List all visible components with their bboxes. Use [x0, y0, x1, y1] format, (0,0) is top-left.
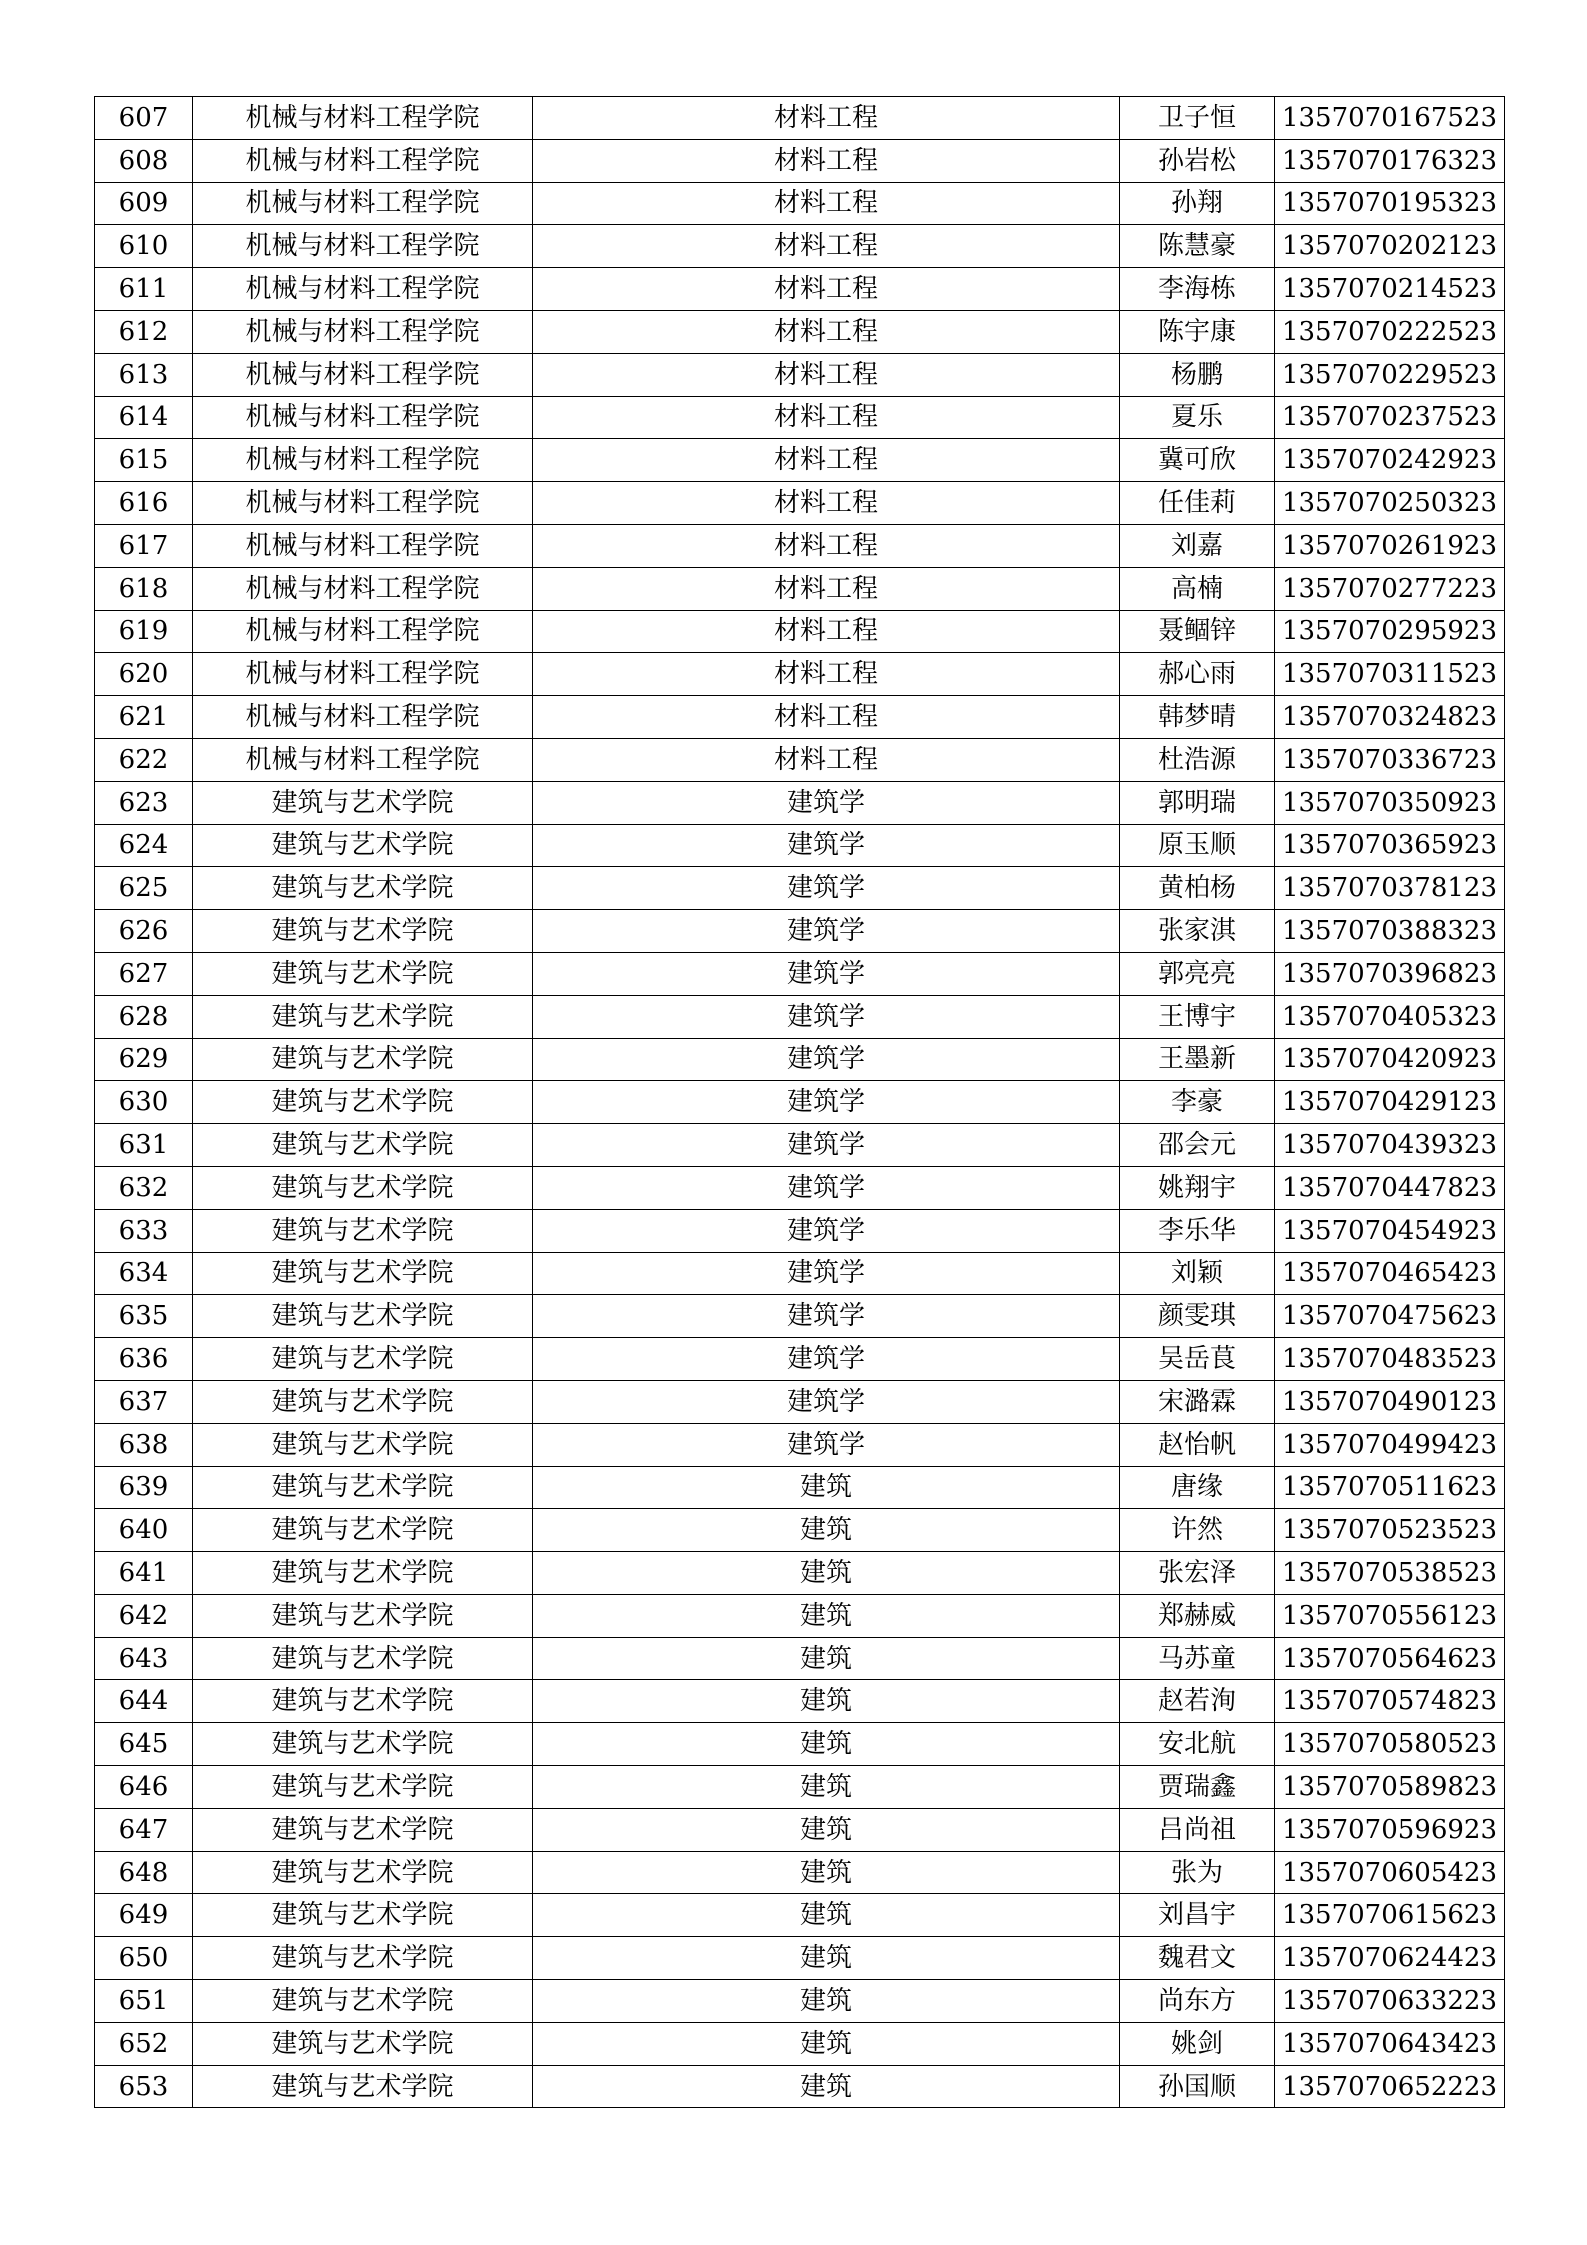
college-cell: 建筑与艺术学院 — [193, 1209, 533, 1252]
exam-id-cell: 1357070439323 — [1275, 1124, 1505, 1167]
student-name-cell: 王墨新 — [1120, 1038, 1275, 1081]
student-name-cell: 姚翔宇 — [1120, 1166, 1275, 1209]
college-cell: 建筑与艺术学院 — [193, 867, 533, 910]
college-cell: 建筑与艺术学院 — [193, 1380, 533, 1423]
row-number-cell: 625 — [95, 867, 193, 910]
table-row — [95, 824, 1505, 867]
exam-id-cell: 1357070490123 — [1275, 1380, 1505, 1423]
student-name-cell: 杜浩源 — [1120, 738, 1275, 781]
major-cell: 材料工程 — [533, 610, 1120, 653]
student-name-cell: 卫子恒 — [1120, 97, 1275, 140]
college-cell: 建筑与艺术学院 — [193, 1466, 533, 1509]
student-name-cell: 张宏泽 — [1120, 1552, 1275, 1595]
student-name-cell: 赵若洵 — [1120, 1680, 1275, 1723]
college-cell: 机械与材料工程学院 — [193, 225, 533, 268]
exam-id-cell: 1357070405323 — [1275, 995, 1505, 1038]
college-cell: 机械与材料工程学院 — [193, 182, 533, 225]
student-name-cell: 韩梦晴 — [1120, 696, 1275, 739]
student-name-cell: 孙国顺 — [1120, 2065, 1275, 2108]
row-number-cell: 651 — [95, 1980, 193, 2023]
college-cell: 建筑与艺术学院 — [193, 1124, 533, 1167]
student-name-cell: 邵会元 — [1120, 1124, 1275, 1167]
student-name-cell: 刘颖 — [1120, 1252, 1275, 1295]
college-cell: 建筑与艺术学院 — [193, 1423, 533, 1466]
row-number-cell: 613 — [95, 353, 193, 396]
row-number-cell: 630 — [95, 1081, 193, 1124]
exam-id-cell: 1357070499423 — [1275, 1423, 1505, 1466]
row-number-cell: 635 — [95, 1295, 193, 1338]
major-cell: 材料工程 — [533, 310, 1120, 353]
major-cell: 建筑 — [533, 1680, 1120, 1723]
student-name-cell: 任佳莉 — [1120, 482, 1275, 525]
college-cell: 建筑与艺术学院 — [193, 1594, 533, 1637]
table-row — [95, 1937, 1505, 1980]
college-cell: 建筑与艺术学院 — [193, 1808, 533, 1851]
college-cell: 建筑与艺术学院 — [193, 1338, 533, 1381]
college-cell: 机械与材料工程学院 — [193, 610, 533, 653]
major-cell: 建筑学 — [533, 952, 1120, 995]
table-row — [95, 1509, 1505, 1552]
exam-id-cell: 1357070242923 — [1275, 439, 1505, 482]
college-cell: 建筑与艺术学院 — [193, 1081, 533, 1124]
college-cell: 建筑与艺术学院 — [193, 2065, 533, 2108]
exam-id-cell: 1357070214523 — [1275, 268, 1505, 311]
college-cell: 机械与材料工程学院 — [193, 97, 533, 140]
exam-id-cell: 1357070589823 — [1275, 1766, 1505, 1809]
row-number-cell: 631 — [95, 1124, 193, 1167]
table-row — [95, 524, 1505, 567]
major-cell: 材料工程 — [533, 696, 1120, 739]
exam-id-cell: 1357070167523 — [1275, 97, 1505, 140]
exam-id-cell: 1357070596923 — [1275, 1808, 1505, 1851]
major-cell: 建筑 — [533, 1766, 1120, 1809]
row-number-cell: 629 — [95, 1038, 193, 1081]
major-cell: 材料工程 — [533, 482, 1120, 525]
exam-id-cell: 1357070222523 — [1275, 310, 1505, 353]
student-name-cell: 刘嘉 — [1120, 524, 1275, 567]
table-row — [95, 610, 1505, 653]
row-number-cell: 648 — [95, 1851, 193, 1894]
student-name-cell: 高楠 — [1120, 567, 1275, 610]
student-name-cell: 李海栋 — [1120, 268, 1275, 311]
exam-id-cell: 1357070624423 — [1275, 1937, 1505, 1980]
row-number-cell: 610 — [95, 225, 193, 268]
major-cell: 建筑 — [533, 2065, 1120, 2108]
student-name-cell: 郭明瑞 — [1120, 781, 1275, 824]
row-number-cell: 615 — [95, 439, 193, 482]
college-cell: 机械与材料工程学院 — [193, 696, 533, 739]
major-cell: 材料工程 — [533, 524, 1120, 567]
table-row — [95, 567, 1505, 610]
college-cell: 建筑与艺术学院 — [193, 1552, 533, 1595]
table-row — [95, 995, 1505, 1038]
student-name-cell: 夏乐 — [1120, 396, 1275, 439]
major-cell: 建筑 — [533, 1723, 1120, 1766]
student-name-cell: 孙翔 — [1120, 182, 1275, 225]
roster-table-body — [95, 97, 1505, 2108]
student-name-cell: 郑赫威 — [1120, 1594, 1275, 1637]
table-row — [95, 1637, 1505, 1680]
roster-table — [94, 96, 1505, 2108]
major-cell: 建筑学 — [533, 1380, 1120, 1423]
college-cell: 建筑与艺术学院 — [193, 1166, 533, 1209]
student-name-cell: 尚东方 — [1120, 1980, 1275, 2023]
student-name-cell: 杨鹏 — [1120, 353, 1275, 396]
exam-id-cell: 1357070605423 — [1275, 1851, 1505, 1894]
college-cell: 机械与材料工程学院 — [193, 353, 533, 396]
major-cell: 材料工程 — [533, 97, 1120, 140]
major-cell: 建筑学 — [533, 910, 1120, 953]
major-cell: 材料工程 — [533, 139, 1120, 182]
exam-id-cell: 1357070229523 — [1275, 353, 1505, 396]
row-number-cell: 652 — [95, 2022, 193, 2065]
college-cell: 建筑与艺术学院 — [193, 781, 533, 824]
table-row — [95, 1552, 1505, 1595]
table-row — [95, 1166, 1505, 1209]
exam-id-cell: 1357070295923 — [1275, 610, 1505, 653]
exam-id-cell: 1357070277223 — [1275, 567, 1505, 610]
exam-id-cell: 1357070652223 — [1275, 2065, 1505, 2108]
table-row — [95, 952, 1505, 995]
exam-id-cell: 1357070388323 — [1275, 910, 1505, 953]
student-name-cell: 聂鲴锌 — [1120, 610, 1275, 653]
major-cell: 建筑学 — [533, 1124, 1120, 1167]
exam-id-cell: 1357070574823 — [1275, 1680, 1505, 1723]
exam-id-cell: 1357070538523 — [1275, 1552, 1505, 1595]
major-cell: 建筑 — [533, 1937, 1120, 1980]
exam-id-cell: 1357070475623 — [1275, 1295, 1505, 1338]
major-cell: 材料工程 — [533, 353, 1120, 396]
table-row — [95, 1723, 1505, 1766]
college-cell: 建筑与艺术学院 — [193, 824, 533, 867]
table-row — [95, 867, 1505, 910]
major-cell: 建筑学 — [533, 1338, 1120, 1381]
college-cell: 机械与材料工程学院 — [193, 524, 533, 567]
table-row — [95, 781, 1505, 824]
exam-id-cell: 1357070643423 — [1275, 2022, 1505, 2065]
table-row — [95, 1466, 1505, 1509]
college-cell: 建筑与艺术学院 — [193, 1851, 533, 1894]
exam-id-cell: 1357070465423 — [1275, 1252, 1505, 1295]
student-name-cell: 许然 — [1120, 1509, 1275, 1552]
major-cell: 建筑学 — [533, 1038, 1120, 1081]
exam-id-cell: 1357070396823 — [1275, 952, 1505, 995]
row-number-cell: 619 — [95, 610, 193, 653]
major-cell: 材料工程 — [533, 182, 1120, 225]
major-cell: 建筑 — [533, 1594, 1120, 1637]
major-cell: 建筑学 — [533, 824, 1120, 867]
exam-id-cell: 1357070261923 — [1275, 524, 1505, 567]
student-name-cell: 王博宇 — [1120, 995, 1275, 1038]
exam-id-cell: 1357070615623 — [1275, 1894, 1505, 1937]
major-cell: 建筑学 — [533, 1295, 1120, 1338]
row-number-cell: 628 — [95, 995, 193, 1038]
college-cell: 机械与材料工程学院 — [193, 396, 533, 439]
table-row — [95, 482, 1505, 525]
student-name-cell: 宋潞霖 — [1120, 1380, 1275, 1423]
table-row — [95, 1124, 1505, 1167]
row-number-cell: 644 — [95, 1680, 193, 1723]
table-row — [95, 139, 1505, 182]
major-cell: 材料工程 — [533, 738, 1120, 781]
major-cell: 材料工程 — [533, 225, 1120, 268]
major-cell: 建筑学 — [533, 1252, 1120, 1295]
row-number-cell: 609 — [95, 182, 193, 225]
row-number-cell: 627 — [95, 952, 193, 995]
table-row — [95, 2022, 1505, 2065]
student-name-cell: 李乐华 — [1120, 1209, 1275, 1252]
exam-id-cell: 1357070420923 — [1275, 1038, 1505, 1081]
table-row — [95, 353, 1505, 396]
college-cell: 建筑与艺术学院 — [193, 1894, 533, 1937]
exam-id-cell: 1357070202123 — [1275, 225, 1505, 268]
exam-id-cell: 1357070311523 — [1275, 653, 1505, 696]
exam-id-cell: 1357070580523 — [1275, 1723, 1505, 1766]
college-cell: 建筑与艺术学院 — [193, 2022, 533, 2065]
student-name-cell: 姚剑 — [1120, 2022, 1275, 2065]
student-name-cell: 吕尚祖 — [1120, 1808, 1275, 1851]
row-number-cell: 622 — [95, 738, 193, 781]
row-number-cell: 647 — [95, 1808, 193, 1851]
exam-id-cell: 1357070237523 — [1275, 396, 1505, 439]
row-number-cell: 633 — [95, 1209, 193, 1252]
table-row — [95, 97, 1505, 140]
row-number-cell: 626 — [95, 910, 193, 953]
student-name-cell: 颜雯琪 — [1120, 1295, 1275, 1338]
row-number-cell: 612 — [95, 310, 193, 353]
college-cell: 机械与材料工程学院 — [193, 653, 533, 696]
row-number-cell: 642 — [95, 1594, 193, 1637]
college-cell: 建筑与艺术学院 — [193, 1723, 533, 1766]
row-number-cell: 618 — [95, 567, 193, 610]
row-number-cell: 639 — [95, 1466, 193, 1509]
exam-id-cell: 1357070511623 — [1275, 1466, 1505, 1509]
student-name-cell: 冀可欣 — [1120, 439, 1275, 482]
row-number-cell: 634 — [95, 1252, 193, 1295]
row-number-cell: 649 — [95, 1894, 193, 1937]
major-cell: 建筑学 — [533, 995, 1120, 1038]
major-cell: 建筑 — [533, 1466, 1120, 1509]
row-number-cell: 624 — [95, 824, 193, 867]
college-cell: 建筑与艺术学院 — [193, 952, 533, 995]
row-number-cell: 621 — [95, 696, 193, 739]
student-name-cell: 黄柏杨 — [1120, 867, 1275, 910]
table-row — [95, 310, 1505, 353]
college-cell: 建筑与艺术学院 — [193, 1980, 533, 2023]
exam-id-cell: 1357070447823 — [1275, 1166, 1505, 1209]
student-name-cell: 马苏童 — [1120, 1637, 1275, 1680]
table-row — [95, 1338, 1505, 1381]
college-cell: 机械与材料工程学院 — [193, 439, 533, 482]
exam-id-cell: 1357070176323 — [1275, 139, 1505, 182]
college-cell: 建筑与艺术学院 — [193, 1766, 533, 1809]
row-number-cell: 611 — [95, 268, 193, 311]
exam-id-cell: 1357070324823 — [1275, 696, 1505, 739]
college-cell: 建筑与艺术学院 — [193, 1252, 533, 1295]
table-row — [95, 696, 1505, 739]
major-cell: 材料工程 — [533, 396, 1120, 439]
row-number-cell: 653 — [95, 2065, 193, 2108]
student-name-cell: 贾瑞鑫 — [1120, 1766, 1275, 1809]
major-cell: 建筑 — [533, 1552, 1120, 1595]
major-cell: 建筑学 — [533, 867, 1120, 910]
student-name-cell: 刘昌宇 — [1120, 1894, 1275, 1937]
college-cell: 机械与材料工程学院 — [193, 738, 533, 781]
table-row — [95, 910, 1505, 953]
table-row — [95, 225, 1505, 268]
exam-id-cell: 1357070250323 — [1275, 482, 1505, 525]
major-cell: 建筑 — [533, 1637, 1120, 1680]
exam-id-cell: 1357070195323 — [1275, 182, 1505, 225]
table-row — [95, 1252, 1505, 1295]
student-name-cell: 张家淇 — [1120, 910, 1275, 953]
exam-id-cell: 1357070633223 — [1275, 1980, 1505, 2023]
college-cell: 机械与材料工程学院 — [193, 139, 533, 182]
row-number-cell: 646 — [95, 1766, 193, 1809]
major-cell: 建筑学 — [533, 1081, 1120, 1124]
table-row — [95, 1680, 1505, 1723]
table-row — [95, 1894, 1505, 1937]
college-cell: 机械与材料工程学院 — [193, 482, 533, 525]
student-name-cell: 郭亮亮 — [1120, 952, 1275, 995]
table-row — [95, 1980, 1505, 2023]
college-cell: 建筑与艺术学院 — [193, 1680, 533, 1723]
student-name-cell: 郝心雨 — [1120, 653, 1275, 696]
student-name-cell: 唐缘 — [1120, 1466, 1275, 1509]
row-number-cell: 641 — [95, 1552, 193, 1595]
student-name-cell: 李豪 — [1120, 1081, 1275, 1124]
major-cell: 建筑学 — [533, 781, 1120, 824]
student-name-cell: 吴岳茛 — [1120, 1338, 1275, 1381]
exam-id-cell: 1357070523523 — [1275, 1509, 1505, 1552]
major-cell: 建筑学 — [533, 1166, 1120, 1209]
row-number-cell: 638 — [95, 1423, 193, 1466]
major-cell: 材料工程 — [533, 653, 1120, 696]
exam-id-cell: 1357070556123 — [1275, 1594, 1505, 1637]
table-row — [95, 1423, 1505, 1466]
table-row — [95, 268, 1505, 311]
table-row — [95, 1209, 1505, 1252]
row-number-cell: 617 — [95, 524, 193, 567]
table-row — [95, 2065, 1505, 2108]
row-number-cell: 607 — [95, 97, 193, 140]
table-row — [95, 439, 1505, 482]
college-cell: 机械与材料工程学院 — [193, 567, 533, 610]
college-cell: 建筑与艺术学院 — [193, 1637, 533, 1680]
row-number-cell: 614 — [95, 396, 193, 439]
major-cell: 建筑学 — [533, 1209, 1120, 1252]
table-row — [95, 1766, 1505, 1809]
student-name-cell: 原玉顺 — [1120, 824, 1275, 867]
exam-id-cell: 1357070350923 — [1275, 781, 1505, 824]
table-row — [95, 738, 1505, 781]
college-cell: 建筑与艺术学院 — [193, 1937, 533, 1980]
student-name-cell: 孙岩松 — [1120, 139, 1275, 182]
table-row — [95, 1808, 1505, 1851]
major-cell: 建筑 — [533, 1894, 1120, 1937]
table-row — [95, 1038, 1505, 1081]
student-name-cell: 安北航 — [1120, 1723, 1275, 1766]
student-name-cell: 陈宇康 — [1120, 310, 1275, 353]
college-cell: 建筑与艺术学院 — [193, 910, 533, 953]
student-name-cell: 陈慧豪 — [1120, 225, 1275, 268]
student-name-cell: 张为 — [1120, 1851, 1275, 1894]
row-number-cell: 637 — [95, 1380, 193, 1423]
row-number-cell: 650 — [95, 1937, 193, 1980]
college-cell: 机械与材料工程学院 — [193, 268, 533, 311]
major-cell: 建筑 — [533, 1509, 1120, 1552]
row-number-cell: 623 — [95, 781, 193, 824]
exam-id-cell: 1357070429123 — [1275, 1081, 1505, 1124]
row-number-cell: 640 — [95, 1509, 193, 1552]
major-cell: 建筑 — [533, 1808, 1120, 1851]
table-row — [95, 1851, 1505, 1894]
college-cell: 建筑与艺术学院 — [193, 995, 533, 1038]
table-row — [95, 1594, 1505, 1637]
row-number-cell: 620 — [95, 653, 193, 696]
college-cell: 建筑与艺术学院 — [193, 1295, 533, 1338]
student-name-cell: 魏君文 — [1120, 1937, 1275, 1980]
row-number-cell: 608 — [95, 139, 193, 182]
college-cell: 建筑与艺术学院 — [193, 1038, 533, 1081]
row-number-cell: 643 — [95, 1637, 193, 1680]
major-cell: 建筑学 — [533, 1423, 1120, 1466]
table-row — [95, 396, 1505, 439]
major-cell: 材料工程 — [533, 268, 1120, 311]
exam-id-cell: 1357070454923 — [1275, 1209, 1505, 1252]
row-number-cell: 632 — [95, 1166, 193, 1209]
exam-id-cell: 1357070564623 — [1275, 1637, 1505, 1680]
major-cell: 建筑 — [533, 1851, 1120, 1894]
student-name-cell: 赵怡帆 — [1120, 1423, 1275, 1466]
major-cell: 建筑 — [533, 2022, 1120, 2065]
table-row — [95, 653, 1505, 696]
major-cell: 材料工程 — [533, 439, 1120, 482]
college-cell: 机械与材料工程学院 — [193, 310, 533, 353]
table-row — [95, 182, 1505, 225]
exam-id-cell: 1357070336723 — [1275, 738, 1505, 781]
table-row — [95, 1380, 1505, 1423]
table-row — [95, 1081, 1505, 1124]
exam-id-cell: 1357070483523 — [1275, 1338, 1505, 1381]
row-number-cell: 616 — [95, 482, 193, 525]
row-number-cell: 636 — [95, 1338, 193, 1381]
row-number-cell: 645 — [95, 1723, 193, 1766]
major-cell: 建筑 — [533, 1980, 1120, 2023]
table-row — [95, 1295, 1505, 1338]
exam-id-cell: 1357070378123 — [1275, 867, 1505, 910]
major-cell: 材料工程 — [533, 567, 1120, 610]
exam-id-cell: 1357070365923 — [1275, 824, 1505, 867]
college-cell: 建筑与艺术学院 — [193, 1509, 533, 1552]
